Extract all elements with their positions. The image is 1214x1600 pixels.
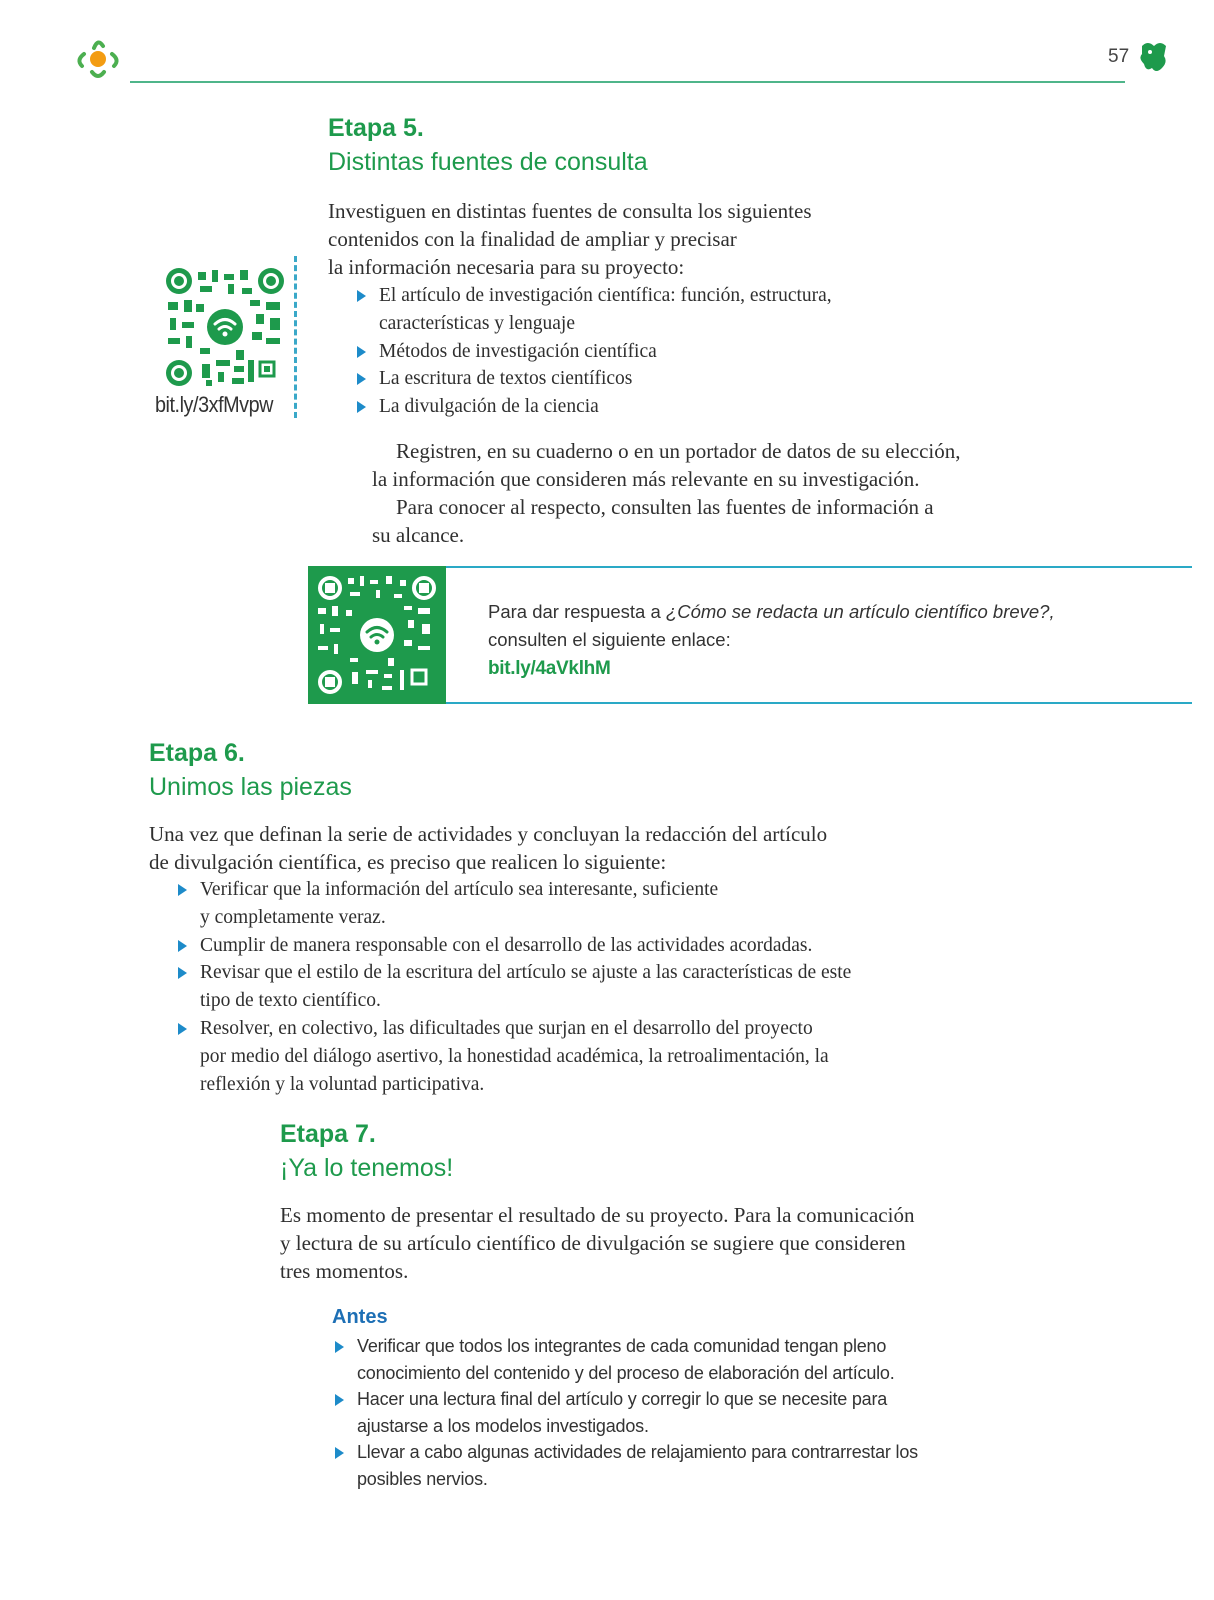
- callout-prefix: Para dar respuesta a: [488, 601, 666, 622]
- list-item-text: El artículo de investigación científica: función, estructura,: [379, 285, 832, 306]
- qr-code-icon[interactable]: [166, 268, 284, 386]
- list-item: [355, 365, 915, 393]
- callout-text: [488, 598, 1055, 683]
- list-item-text: Verificar que todos los integrantes de cada comunidad tengan pleno: [357, 1336, 887, 1356]
- etapa6-intro: [149, 820, 1029, 876]
- list-item-text: Verificar que la información del artículo sea interesante, suficiente: [200, 879, 719, 900]
- list-item-text: reflexión y la voluntad participativa.: [200, 1073, 485, 1095]
- qr-link-text[interactable]: bit.ly/3xfMvpw: [155, 392, 274, 417]
- list-item-text: tipo de texto científico.: [200, 990, 381, 1012]
- list-item: [355, 393, 915, 421]
- list-item: [333, 1386, 973, 1439]
- etapa5-intro-line: la información necesaria para su proyecto:: [328, 255, 685, 279]
- etapa7-intro: [280, 1201, 1040, 1285]
- paragraph-line: su alcance.: [372, 523, 465, 547]
- list-item-text: características y lenguaje: [379, 312, 575, 334]
- etapa7-intro-line: y lectura de su artículo científico de divulgación se sugiere que consideren: [280, 1231, 906, 1255]
- list-item-text: Cumplir de manera responsable con el desarrollo de las actividades acordadas.: [200, 934, 813, 956]
- list-item-text: La divulgación de la ciencia: [379, 396, 599, 418]
- link-callout-box: [308, 566, 1192, 704]
- etapa5-list: [355, 282, 915, 421]
- list-item: [176, 959, 1036, 1015]
- list-item-text: Hacer una lectura final del artículo y corregir lo que se necesite para: [357, 1389, 888, 1409]
- list-item: [333, 1439, 973, 1492]
- series-logo: [72, 34, 124, 84]
- etapa5-heading: [328, 111, 648, 179]
- list-item: [355, 282, 915, 338]
- antes-label: Antes: [332, 1306, 388, 1328]
- etapa5-number: Etapa 5.: [328, 114, 424, 142]
- etapa5-paragraph: [372, 437, 1092, 549]
- list-item-text: posibles nervios.: [357, 1468, 488, 1489]
- etapa5-intro-line: Investiguen en distintas fuentes de consulta los siguientes: [328, 199, 812, 223]
- paragraph-line: la información que consideren más relevante en su investigación.: [372, 467, 920, 491]
- list-item: [333, 1333, 973, 1386]
- callout-top-rule: [446, 566, 1192, 568]
- etapa6-title: Unimos las piezas: [149, 773, 352, 801]
- etapa7-heading: [280, 1117, 453, 1185]
- callout-line2: consulten el siguiente enlace:: [488, 629, 731, 650]
- paragraph-line: Para conocer al respecto, consulten las fuentes de información a: [396, 495, 934, 519]
- list-item-text: La escritura de textos científicos: [379, 368, 633, 390]
- list-item-text: Resolver, en colectivo, las dificultades que surjan en el desarrollo del proyecto: [200, 1017, 813, 1039]
- list-item-text: Llevar a cabo algunas actividades de relajamiento para contrarrestar los: [357, 1442, 918, 1462]
- page-number: 57: [1108, 46, 1130, 67]
- etapa6-heading: [149, 736, 352, 804]
- etapa6-intro-line: Una vez que definan la serie de actividades y concluyan la redacción del artículo: [149, 822, 828, 846]
- etapa5-intro-line: contenidos con la finalidad de ampliar y precisar: [328, 227, 737, 251]
- list-item: [176, 932, 1036, 960]
- etapa6-number: Etapa 6.: [149, 739, 245, 767]
- list-item-text: conocimiento del contenido y del proceso de elaboración del artículo.: [357, 1362, 895, 1383]
- list-item-text: y completamente veraz.: [200, 906, 386, 928]
- etapa5-intro: [328, 197, 928, 281]
- qr-panel: [308, 566, 446, 704]
- etapa7-number: Etapa 7.: [280, 1120, 376, 1148]
- list-item-text: ajustarse a los modelos investigados.: [357, 1415, 649, 1436]
- list-item: [176, 1015, 1036, 1098]
- callout-question: ¿Cómo se redacta un artículo científico breve?,: [665, 601, 1055, 622]
- list-item-text: por medio del diálogo asertivo, la honestidad académica, la retroalimentación, la: [200, 1045, 829, 1067]
- list-item-text: Revisar que el estilo de la escritura del artículo se ajuste a las características de este: [200, 962, 852, 984]
- etapa6-intro-line: de divulgación científica, es preciso que realicen lo siguiente:: [149, 850, 667, 874]
- qr-code-icon[interactable]: [316, 574, 438, 696]
- etapa7-intro-line: tres momentos.: [280, 1259, 409, 1283]
- paragraph-line: Registren, en su cuaderno o en un portador de datos de su elección,: [396, 439, 961, 463]
- list-item: [355, 338, 915, 366]
- callout-bottom-rule: [446, 702, 1192, 704]
- etapa5-title: Distintas fuentes de consulta: [328, 148, 648, 176]
- antes-list: [333, 1333, 973, 1492]
- etapa7-intro-line: Es momento de presentar el resultado de su proyecto. Para la comunicación: [280, 1203, 915, 1227]
- glyph-mark-icon: [1138, 40, 1170, 74]
- callout-link[interactable]: bit.ly/4aVklhM: [488, 658, 611, 679]
- list-item: [176, 876, 1036, 932]
- list-item-text: Métodos de investigación científica: [379, 340, 657, 362]
- etapa7-title: ¡Ya lo tenemos!: [280, 1154, 454, 1182]
- dashed-divider: [294, 256, 297, 418]
- etapa6-list: [176, 876, 1036, 1098]
- header-rule: [130, 81, 1125, 83]
